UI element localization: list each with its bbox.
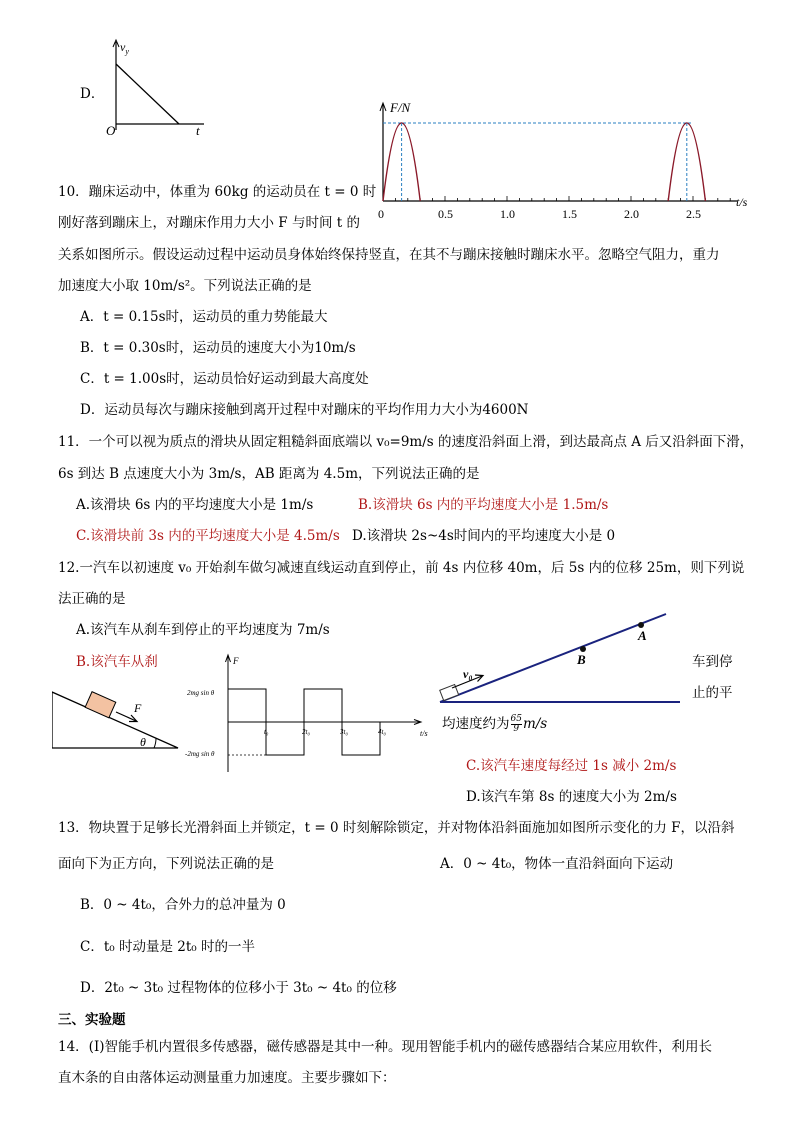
q12-option-b-part4: 均速度约为 $\frac{65}{9}$ m/s xyxy=(442,714,548,734)
q10-option-b: B．t = 0.30s时，运动员的速度大小为10m/s xyxy=(80,340,356,356)
q10-x-tick-label: 2.0 xyxy=(624,207,639,221)
q11-stem-line1: 11．一个可以视为质点的滑块从固定粗糙斜面底端以 v₀=9m/s 的速度沿斜面上滑，到达最高点 A 后又沿斜面下滑， xyxy=(58,434,754,450)
q13-block xyxy=(85,692,116,718)
q13-stem-line2: 面向下为正方向，下列说法正确的是 xyxy=(58,856,274,872)
q12-option-b-part1: B.该汽车从刹 xyxy=(76,654,158,670)
q13-angle-label: θ xyxy=(140,735,146,749)
q12-stem-line2: 法正确的是 xyxy=(58,591,126,607)
section-heading: 三、实验题 xyxy=(58,1012,126,1028)
q11-option-c: C.该滑块前 3s 内的平均速度大小是 4.5m/s xyxy=(76,528,340,544)
q13-option-c: C．t₀ 时动量是 2t₀ 时的一半 xyxy=(80,939,255,955)
q12-velocity-label: v₀ xyxy=(463,667,473,681)
q12-option-a: A.该汽车从刹车到停止的平均速度为 7m/s xyxy=(76,622,330,638)
q10-x-tick-label: 0.5 xyxy=(438,207,453,221)
q10-x-tick-label: 0 xyxy=(378,207,384,221)
q14-line1: 14．(Ⅰ)智能手机内置很多传感器，磁传感器是其中一种。现用智能手机内的磁传感器结合某应用软件，利用长 xyxy=(58,1039,713,1055)
q12-incline-figure xyxy=(430,606,690,710)
q13-x-tick-label: 2t₀ xyxy=(302,728,310,736)
q13-option-a: A．0 ~ 4t₀，物体一直沿斜面向下运动 xyxy=(440,856,674,872)
q12-point-b-label: B xyxy=(577,652,586,667)
q11-option-d: D.该滑块 2s~4s时间内的平均速度大小是 0 xyxy=(352,528,616,544)
q13-x-tick-label: t₀ xyxy=(264,728,269,736)
q13-stem-line1: 13．物块置于足够长光滑斜面上并锁定，t = 0 时刻解除锁定，并对物体沿斜面施加如图所示变化的力 F，以沿斜 xyxy=(58,820,735,836)
q13-block-on-incline-figure xyxy=(52,686,184,752)
q13-y-bottom-label: -2mg sin θ xyxy=(185,750,215,758)
q13-x-tick-labels xyxy=(264,728,386,736)
q9-y-axis-label: $v_y$ xyxy=(120,40,129,56)
q10-x-tick-label: 1.5 xyxy=(562,207,577,221)
q9-x-axis-label: t xyxy=(196,123,200,138)
q10-x-axis-label: t/s xyxy=(736,195,748,209)
q10-x-tick-label: 1.0 xyxy=(500,207,515,221)
q13-force-time-graph xyxy=(180,652,436,776)
q13-force-label: F xyxy=(134,701,142,715)
q12-option-b-part3: 止的平 xyxy=(692,685,733,701)
q10-x-ticks xyxy=(395,196,730,201)
q11-stem-line2: 6s 到达 B 点速度大小为 3m/s，AB 距离为 4.5m，下列说法正确的是 xyxy=(58,466,480,482)
q10-x-tick-label: 2.5 xyxy=(686,207,701,221)
q11-option-b: B.该滑块 6s 内的平均速度大小是 1.5m/s xyxy=(358,497,609,513)
q13-x-tick-label: 4t₀ xyxy=(378,728,386,736)
q10-option-a: A．t = 0.15s时，运动员的重力势能最大 xyxy=(80,309,328,325)
q13-option-d: D．2t₀ ~ 3t₀ 过程物体的位移小于 3t₀ ~ 4t₀ 的位移 xyxy=(80,980,397,996)
q10-stem-line3: 关系如图所示。假设运动过程中运动员身体始终保持竖直，在其不与蹦床接触时蹦床水平。忽略空气阻力，重力 xyxy=(58,247,720,263)
q12-stem-line1: 12.一汽车以初速度 v₀ 开始刹车做匀减速直线运动直到停止，前 4s 内位移 40m，后 5s 内的位移 25m，则下列说 xyxy=(58,560,745,576)
q10-option-d: D．运动员每次与蹦床接触到离开过程中对蹦床的平均作用力大小为4600N xyxy=(80,402,529,418)
q14-line2: 直木条的自由落体运动测量重力加速度。主要步骤如下： xyxy=(58,1070,396,1086)
q10-y-axis-label: F/N xyxy=(390,100,411,115)
q13-y-top-label: 2mg sin θ xyxy=(187,689,215,697)
q12-option-c: C.该汽车速度每经过 1s 减小 2m/s xyxy=(466,758,677,774)
q13-y-axis-label: F xyxy=(233,656,239,666)
q9-vy-t-graph xyxy=(104,38,214,140)
q10-force-pulses xyxy=(383,123,705,201)
q10-axes xyxy=(380,103,737,201)
q10-x-tick-labels xyxy=(378,207,701,221)
q12-option-b-part2: 车到停 xyxy=(692,654,733,670)
q10-option-c: C．t = 1.00s时，运动员恰好运动到最大高度处 xyxy=(80,371,369,387)
q12-option-d: D.该汽车第 8s 的速度大小为 2m/s xyxy=(466,789,677,805)
q12-point-a-label: A xyxy=(638,628,647,643)
q9-origin-label: O xyxy=(106,123,116,138)
q13-option-b: B．0 ~ 4t₀，合外力的总冲量为 0 xyxy=(80,897,286,913)
q10-stem-line2: 刚好落到蹦床上，对蹦床作用力大小 F 与时间 t 的 xyxy=(58,215,360,231)
q13-x-axis-label: t/s xyxy=(420,729,428,738)
q10-stem-line4: 加速度大小取 10m/s²。下列说法正确的是 xyxy=(58,278,312,294)
q9-option-d-label: D． xyxy=(80,86,105,102)
q13-x-tick-label: 3t₀ xyxy=(340,728,348,736)
q10-stem-line1: 10．蹦床运动中，体重为 60kg 的运动员在 t = 0 时 xyxy=(58,184,377,200)
q10-force-time-graph xyxy=(372,98,767,223)
q11-option-a: A.该滑块 6s 内的平均速度大小是 1m/s xyxy=(76,497,314,513)
